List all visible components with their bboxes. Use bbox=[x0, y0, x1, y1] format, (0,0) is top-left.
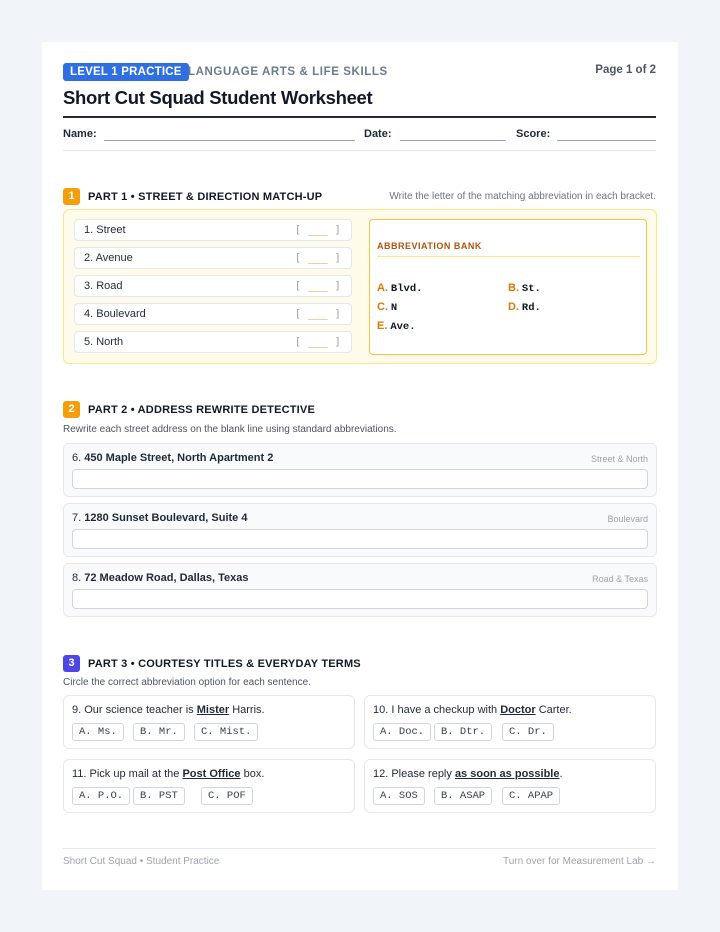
part3-title: PART 3 • COURTESY TITLES & EVERYDAY TERMS bbox=[88, 658, 361, 670]
abbreviation-bank bbox=[369, 219, 647, 355]
bank-entry: B. St. bbox=[508, 282, 541, 295]
answer-option[interactable]: A. P.O. bbox=[72, 787, 130, 805]
answer-bracket[interactable]: [ ___ ] bbox=[294, 307, 341, 320]
answer-option[interactable]: C. APAP bbox=[502, 787, 560, 805]
address-question-text: 7. 1280 Sunset Boulevard, Suite 4 bbox=[72, 512, 248, 524]
page-title: Short Cut Squad Student Worksheet bbox=[63, 87, 373, 108]
page-indicator: Page 1 of 2 bbox=[595, 64, 656, 76]
bank-entry: E. Ave. bbox=[377, 320, 416, 333]
address-question bbox=[63, 503, 657, 557]
part2-title: PART 2 • ADDRESS REWRITE DETECTIVE bbox=[88, 404, 316, 416]
answer-option[interactable]: A. Ms. bbox=[72, 723, 124, 741]
term-question bbox=[63, 759, 355, 813]
part1-matchup-panel bbox=[63, 209, 657, 364]
part3-number-badge: 3 bbox=[63, 655, 80, 672]
part2-number-badge: 2 bbox=[63, 401, 80, 418]
level-badge: LEVEL 1 PRACTICE bbox=[63, 63, 189, 81]
answer-option[interactable]: A. SOS bbox=[373, 787, 425, 805]
address-answer-input[interactable] bbox=[72, 529, 648, 549]
address-answer-input[interactable] bbox=[72, 469, 648, 489]
abbreviation-bank-title: ABBREVIATION BANK bbox=[377, 241, 482, 251]
term-question bbox=[364, 759, 656, 813]
part3-instruction: Circle the correct abbreviation option for each sentence. bbox=[63, 677, 311, 688]
term-question-text: 9. Our science teacher is Mister Harris. bbox=[72, 704, 265, 716]
bank-entry: C. N bbox=[377, 301, 398, 314]
footer-brand: Short Cut Squad • Student Practice bbox=[63, 856, 220, 867]
address-hint: Road & Texas bbox=[592, 574, 648, 584]
match-item-label: 1. Street bbox=[84, 224, 126, 236]
match-item bbox=[74, 303, 352, 325]
answer-bracket[interactable]: [ ___ ] bbox=[294, 251, 341, 264]
address-question bbox=[63, 563, 657, 617]
address-hint: Street & North bbox=[590, 454, 648, 464]
date-field[interactable] bbox=[400, 140, 506, 141]
answer-option[interactable]: C. POF bbox=[201, 787, 253, 805]
answer-bracket[interactable]: [ ___ ] bbox=[294, 223, 341, 236]
match-item-label: 5. North bbox=[84, 336, 124, 348]
subject-label: LANGUAGE ARTS & LIFE SKILLS bbox=[188, 66, 388, 78]
answer-option[interactable]: C. Mist. bbox=[194, 723, 258, 741]
term-question-text: 10. I have a checkup with Doctor Carter. bbox=[373, 704, 572, 716]
bank-divider bbox=[377, 256, 640, 257]
answer-option[interactable]: B. PST bbox=[133, 787, 185, 805]
match-item-label: 4. Boulevard bbox=[84, 308, 146, 320]
score-field[interactable] bbox=[557, 140, 656, 141]
address-question bbox=[63, 443, 657, 497]
term-question-text: 11. Pick up mail at the Post Office box. bbox=[72, 768, 265, 780]
footer-divider bbox=[63, 848, 656, 849]
address-question-text: 6. 450 Maple Street, North Apartment 2 bbox=[72, 452, 274, 464]
answer-bracket[interactable]: [ ___ ] bbox=[294, 279, 341, 292]
match-item bbox=[74, 247, 352, 269]
name-label: Name: bbox=[63, 128, 97, 140]
address-hint: Boulevard bbox=[607, 514, 648, 524]
date-label: Date: bbox=[364, 128, 392, 140]
match-item bbox=[74, 219, 352, 241]
name-field[interactable] bbox=[104, 140, 355, 141]
match-item bbox=[74, 275, 352, 297]
part2-instruction: Rewrite each street address on the blank line using standard abbreviations. bbox=[63, 424, 397, 435]
match-item-label: 3. Road bbox=[84, 280, 123, 292]
bank-entry: D. Rd. bbox=[508, 301, 541, 314]
term-question bbox=[63, 695, 355, 749]
term-question-text: 12. Please reply as soon as possible. bbox=[373, 768, 563, 780]
address-answer-input[interactable] bbox=[72, 589, 648, 609]
part1-instruction: Write the letter of the matching abbreviation in each bracket. bbox=[389, 191, 656, 202]
score-label: Score: bbox=[516, 128, 551, 140]
answer-option[interactable]: C. Dr. bbox=[502, 723, 554, 741]
title-divider bbox=[63, 116, 656, 118]
answer-bracket[interactable]: [ ___ ] bbox=[294, 335, 341, 348]
worksheet-page bbox=[42, 42, 678, 890]
bank-entry: A. Blvd. bbox=[377, 282, 423, 295]
address-question-text: 8. 72 Meadow Road, Dallas, Texas bbox=[72, 572, 249, 584]
answer-option[interactable]: B. ASAP bbox=[434, 787, 492, 805]
part1-title: PART 1 • STREET & DIRECTION MATCH-UP bbox=[88, 191, 323, 203]
answer-option[interactable]: A. Doc. bbox=[373, 723, 431, 741]
term-question bbox=[364, 695, 656, 749]
match-item-label: 2. Avenue bbox=[84, 252, 133, 264]
footer-next-page[interactable]: Turn over for Measurement Lab → bbox=[502, 856, 656, 867]
header-separator bbox=[63, 150, 656, 151]
answer-option[interactable]: B. Mr. bbox=[133, 723, 185, 741]
match-item bbox=[74, 331, 352, 353]
part1-number-badge: 1 bbox=[63, 188, 80, 205]
answer-option[interactable]: B. Dtr. bbox=[434, 723, 492, 741]
